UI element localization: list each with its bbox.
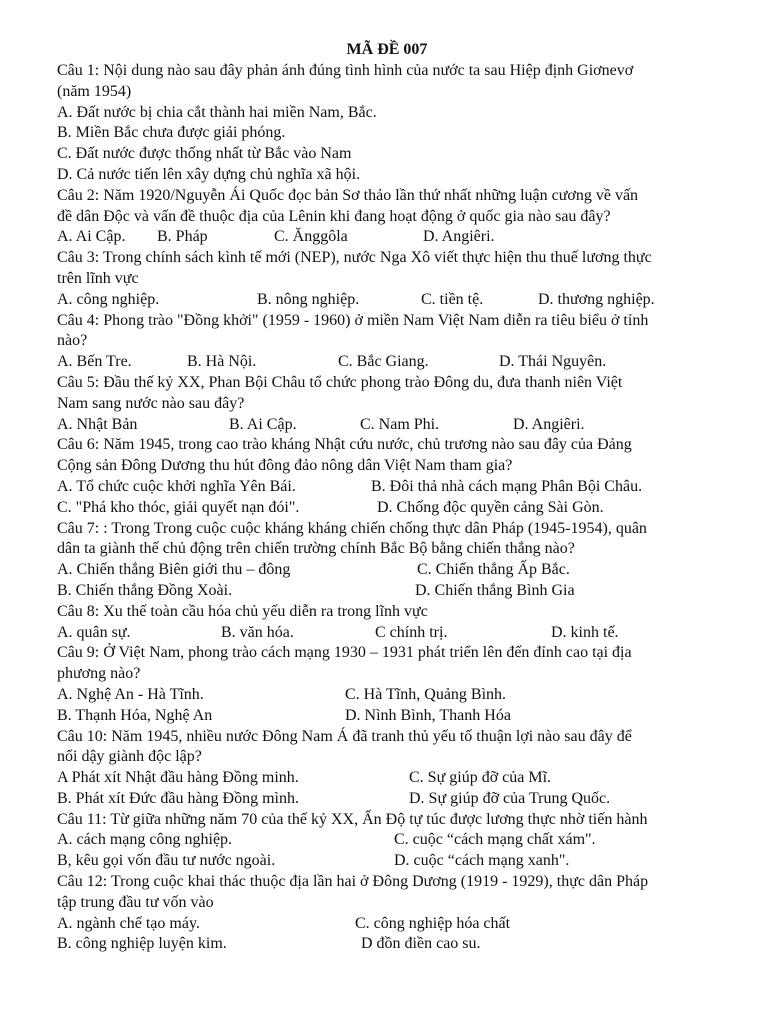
answer-option: A. Nhật Bản — [57, 415, 138, 433]
answer-row — [57, 227, 717, 248]
answer-row — [57, 581, 717, 602]
answer-option: B. Phát xít Đức đầu hàng Đồng mình. — [57, 789, 299, 807]
question-text-line: Nam sang nước nào sau đây? — [57, 394, 245, 412]
answer-option: B. Pháp — [157, 228, 208, 246]
answer-row — [57, 623, 717, 644]
answer-option: A. công nghiệp. — [57, 290, 160, 308]
question-text-line: dân ta giành thế chủ động trên chiến trường chính Bắc Bộ bằng chiến thắng nào? — [57, 540, 575, 558]
question-text-line: Câu 2: Năm 1920/Nguyễn Ái Quốc đọc bản Sơ thảo lần thứ nhất những luận cương về vấn — [57, 186, 639, 204]
answer-row — [57, 914, 717, 935]
answer-option: C. cuộc “cách mạng chất xám". — [394, 831, 596, 849]
answer-option: B. Chiến thắng Đồng Xoài. — [57, 581, 233, 599]
question-3 — [57, 248, 717, 310]
answer-option: B. Đôi thả nhà cách mạng Phân Bội Châu. — [371, 477, 643, 495]
answer-option: C. công nghiệp hóa chất — [355, 914, 511, 932]
answer-option: D. cuộc “cách mạng xanh". — [394, 852, 570, 870]
answer-option: C. Ănggôla — [274, 228, 348, 246]
question-7 — [57, 519, 717, 602]
question-1 — [57, 61, 717, 186]
answer-option: B. công nghiệp luyện kim. — [57, 935, 227, 953]
answer-option: D. Chiến thắng Bình Gia — [415, 581, 575, 599]
question-12 — [57, 872, 717, 955]
answer-option: D. Thái Nguyên. — [499, 353, 607, 371]
answer-row — [57, 165, 717, 186]
question-text-line: đề dân Độc và vấn đề thuộc địa của Lênin khi đang hoạt động ở quốc gia nào sau đây? — [57, 207, 611, 225]
answer-option: C. Hà Tĩnh, Quảng Bình. — [345, 685, 507, 703]
answer-option: B. nông nghiệp. — [257, 290, 360, 308]
question-text-line: Câu 6: Năm 1945, trong cao trào kháng Nhật cứu nước, chủ trương nào sau đây của Đảng — [57, 436, 632, 454]
answer-row — [57, 144, 717, 165]
question-text-line: Câu 7: : Trong Trong cuộc cuộc kháng kháng chiến chống thực dân Pháp (1945-1954), quân — [57, 519, 647, 537]
answer-option: A. Tổ chức cuộc khởi nghĩa Yên Bái. — [57, 477, 296, 495]
question-5 — [57, 373, 717, 435]
answer-option: D. Angiêri. — [513, 415, 585, 433]
answer-row — [57, 768, 717, 789]
question-text-line: Câu 9: Ở Việt Nam, phong trào cách mạng 1930 – 1931 phát triển lên đến đỉnh cao tại địa — [57, 644, 632, 662]
answer-option: B. Ai Cập. — [229, 415, 297, 433]
answer-option: A Phát xít Nhật đầu hàng Đồng minh. — [57, 769, 299, 787]
answer-option: B. Thạnh Hóa, Nghệ An — [57, 706, 213, 724]
answer-option: D. Cả nước tiến lên xây dựng chủ nghĩa xã hội. — [57, 165, 361, 183]
question-text-line: Câu 10: Năm 1945, nhiều nước Đông Nam Á đã tranh thủ yếu tố thuận lợi nào sau đây để — [57, 727, 632, 745]
answer-option: C. Sự giúp đỡ của Mĩ. — [409, 769, 552, 787]
answer-option: A. ngành chế tạo máy. — [57, 914, 200, 932]
answer-option: D. Nình Bình, Thanh Hóa — [345, 706, 511, 724]
question-10 — [57, 727, 717, 810]
answer-option: D. thương nghiệp. — [538, 290, 655, 308]
answer-option: A. Bến Tre. — [57, 353, 132, 371]
question-2 — [57, 186, 717, 248]
answer-row — [57, 477, 717, 498]
answer-option: D đồn điền cao su. — [361, 935, 481, 953]
answer-option: A. Chiến thắng Biên giới thu – đông — [57, 561, 291, 579]
answer-option: B, kêu gọi vốn đầu tư nước ngoài. — [57, 852, 276, 870]
answer-option: C. Nam Phi. — [360, 415, 440, 433]
answer-option: B. văn hóa. — [221, 623, 294, 641]
answer-option: D. kinh tế. — [551, 623, 619, 641]
question-text-line: Câu 5: Đầu thế kỷ XX, Phan Bội Châu tổ chức phong trào Đông du, đưa thanh niên Việt — [57, 373, 623, 391]
answer-row — [57, 685, 717, 706]
answer-row — [57, 290, 717, 311]
exam-page — [57, 40, 717, 955]
question-list — [57, 61, 717, 955]
answer-option: D. Angiêri. — [423, 228, 495, 246]
answer-option: B. Hà Nội. — [187, 353, 257, 371]
question-text-line: Câu 4: Phong trào "Đồng khởi" (1959 - 1960) ở miền Nam Việt Nam diễn ra tiêu biểu ở tỉnh — [57, 311, 649, 329]
question-text-line: tập trung đầu tư vốn vào — [57, 893, 214, 911]
answer-option: D. Chống độc quyền cảng Sài Gòn. — [377, 498, 604, 516]
question-6 — [57, 435, 717, 518]
question-text-line: phương nào? — [57, 665, 141, 683]
question-4 — [57, 311, 717, 373]
answer-option: C. tiền tệ. — [421, 290, 484, 308]
question-9 — [57, 643, 717, 726]
answer-option: C chính trị. — [375, 623, 448, 641]
question-text-line: trên lĩnh vực — [57, 269, 139, 287]
answer-option: D. Sự giúp đỡ của Trung Quốc. — [409, 789, 611, 807]
question-text-line: Câu 11: Từ giữa những năm 70 của thế kỷ XX, Ấn Độ tự túc được lương thực nhờ tiến hành — [57, 810, 648, 828]
question-text-line: nào? — [57, 332, 88, 350]
answer-row — [57, 560, 717, 581]
answer-row — [57, 415, 717, 436]
question-text-line: Câu 3: Trong chính sách kình tế mới (NEP), nước Nga Xô viết thực hiện thu thuế lương thực — [57, 249, 652, 267]
answer-row — [57, 498, 717, 519]
answer-row — [57, 103, 717, 124]
answer-row — [57, 830, 717, 851]
answer-row — [57, 934, 717, 955]
answer-option: A. Đất nước bị chia cắt thành hai miền Nam, Bắc. — [57, 103, 377, 121]
answer-option: C. Đất nước được thống nhất từ Bắc vào Nam — [57, 145, 352, 163]
answer-option: C. Chiến thắng Ấp Bắc. — [417, 561, 570, 579]
answer-option: A. Nghệ An - Hà Tĩnh. — [57, 685, 204, 703]
question-8 — [57, 602, 717, 644]
answer-option: B. Miền Bắc chưa được giải phóng. — [57, 124, 286, 142]
question-11 — [57, 810, 717, 872]
answer-option: A. Ai Cập. — [57, 228, 126, 246]
answer-option: A. cách mạng công nghiệp. — [57, 831, 233, 849]
answer-option: C. Bắc Giang. — [338, 353, 429, 371]
question-text-line: Câu 8: Xu thế toàn cầu hóa chủ yếu diễn ra trong lĩnh vực — [57, 602, 428, 620]
exam-code-title: MÃ ĐỀ 007 — [346, 41, 428, 58]
question-text-line: Cộng sản Đông Dương thu hút đông đảo nông dân Việt Nam tham gia? — [57, 457, 513, 475]
question-text-line: nổi dậy giành độc lập? — [57, 748, 202, 766]
answer-row — [57, 789, 717, 810]
question-text-line: Câu 1: Nội dung nào sau đây phản ánh đúng tình hình của nước ta sau Hiệp định Giơnevơ — [57, 62, 634, 79]
answer-option: A. quân sự. — [57, 623, 131, 641]
answer-row — [57, 352, 717, 373]
question-text-line: Câu 12: Trong cuộc khai thác thuộc địa lần hai ở Đông Dương (1919 - 1929), thực dân Pháp — [57, 873, 649, 891]
answer-row — [57, 706, 717, 727]
answer-row — [57, 851, 717, 872]
question-text-line: (năm 1954) — [57, 82, 132, 100]
answer-row — [57, 123, 717, 144]
answer-option: C. "Phá kho thóc, giải quyết nạn đói". — [57, 498, 300, 516]
